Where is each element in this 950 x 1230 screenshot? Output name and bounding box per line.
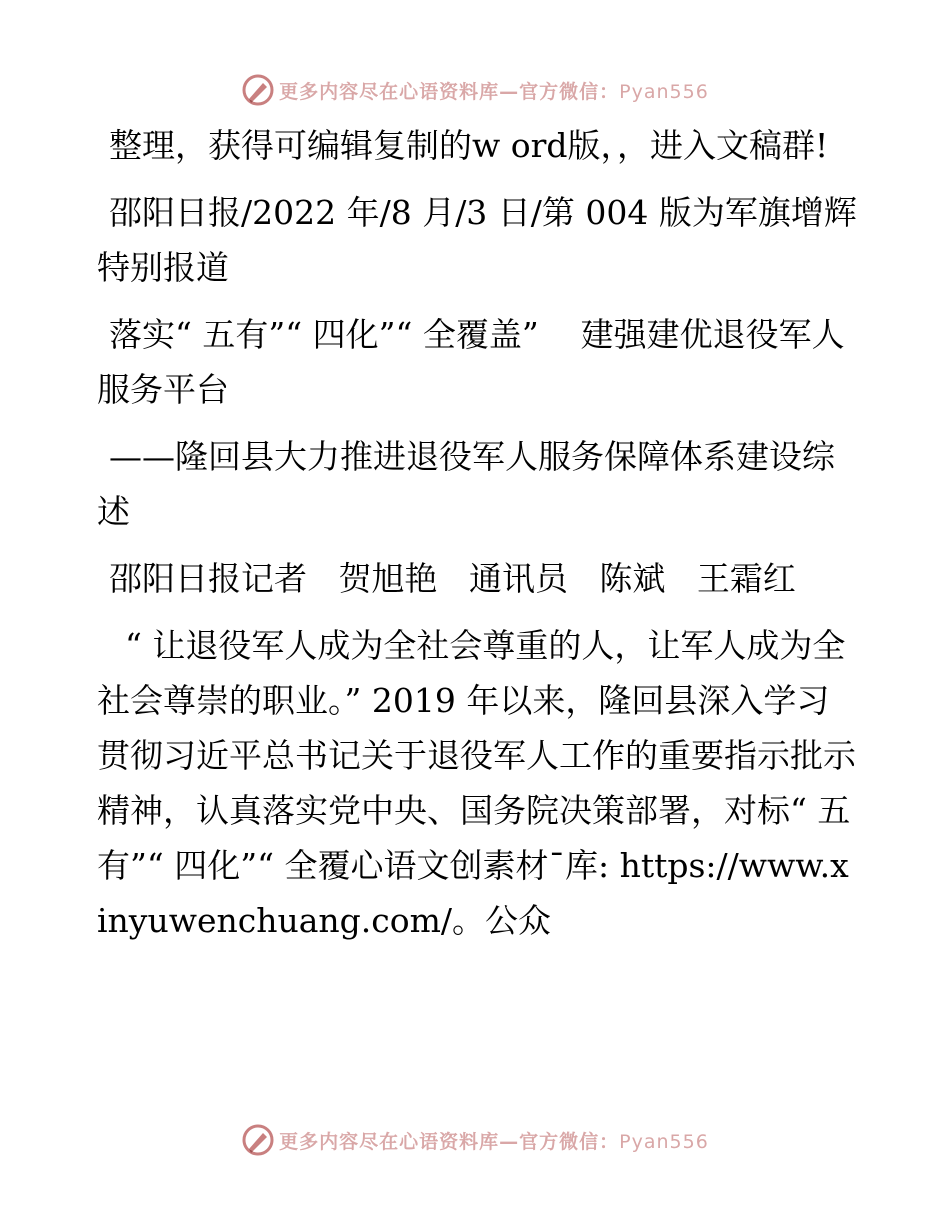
paragraph-source: 邵阳日报/2022 年/8 月/3 日/第 004 版为军旗增辉特别报道 (97, 193, 857, 287)
header-watermark (0, 70, 950, 110)
footer-watermark (0, 1120, 950, 1160)
article-title: 落实“ 五有”“ 四化”“ 全覆盖” 建强建优退役军人服务平台 (97, 315, 845, 409)
watermark-text: 更多内容尽在心语资料库—官方微信：Pyan556 (279, 1130, 709, 1153)
pen-circle-icon (241, 1123, 275, 1157)
document-body (97, 118, 857, 960)
watermark-text: 更多内容尽在心语资料库—官方微信：Pyan556 (279, 80, 709, 103)
paragraph-body: “ 让退役军人成为全社会尊重的人，让军人成为全社会尊崇的职业。” 2019 年以来，隆回县深入学习贯彻习近平总书记关于退役军人工作的重要指示批示精神，认真落实党中央、国务院决策部署，对标“ 五有”“ 四化”“ 全覆心语文创素材¯库: https://www.xinyuwenchuang.com/。公众 (97, 626, 856, 940)
pen-circle-icon (241, 73, 275, 107)
watermark-wechat-id: Pyan556 (619, 80, 709, 103)
watermark-wechat-id: Pyan556 (619, 1130, 709, 1153)
article-subtitle: ——隆回县大力推进退役军人服务保障体系建设综述 (97, 437, 835, 531)
article-byline: 邵阳日报记者 贺旭艳 通讯员 陈斌 王霜红 (109, 559, 796, 598)
paragraph-intro: 整理，获得可编辑复制的w ord版，，进入文稿群! (109, 126, 829, 165)
